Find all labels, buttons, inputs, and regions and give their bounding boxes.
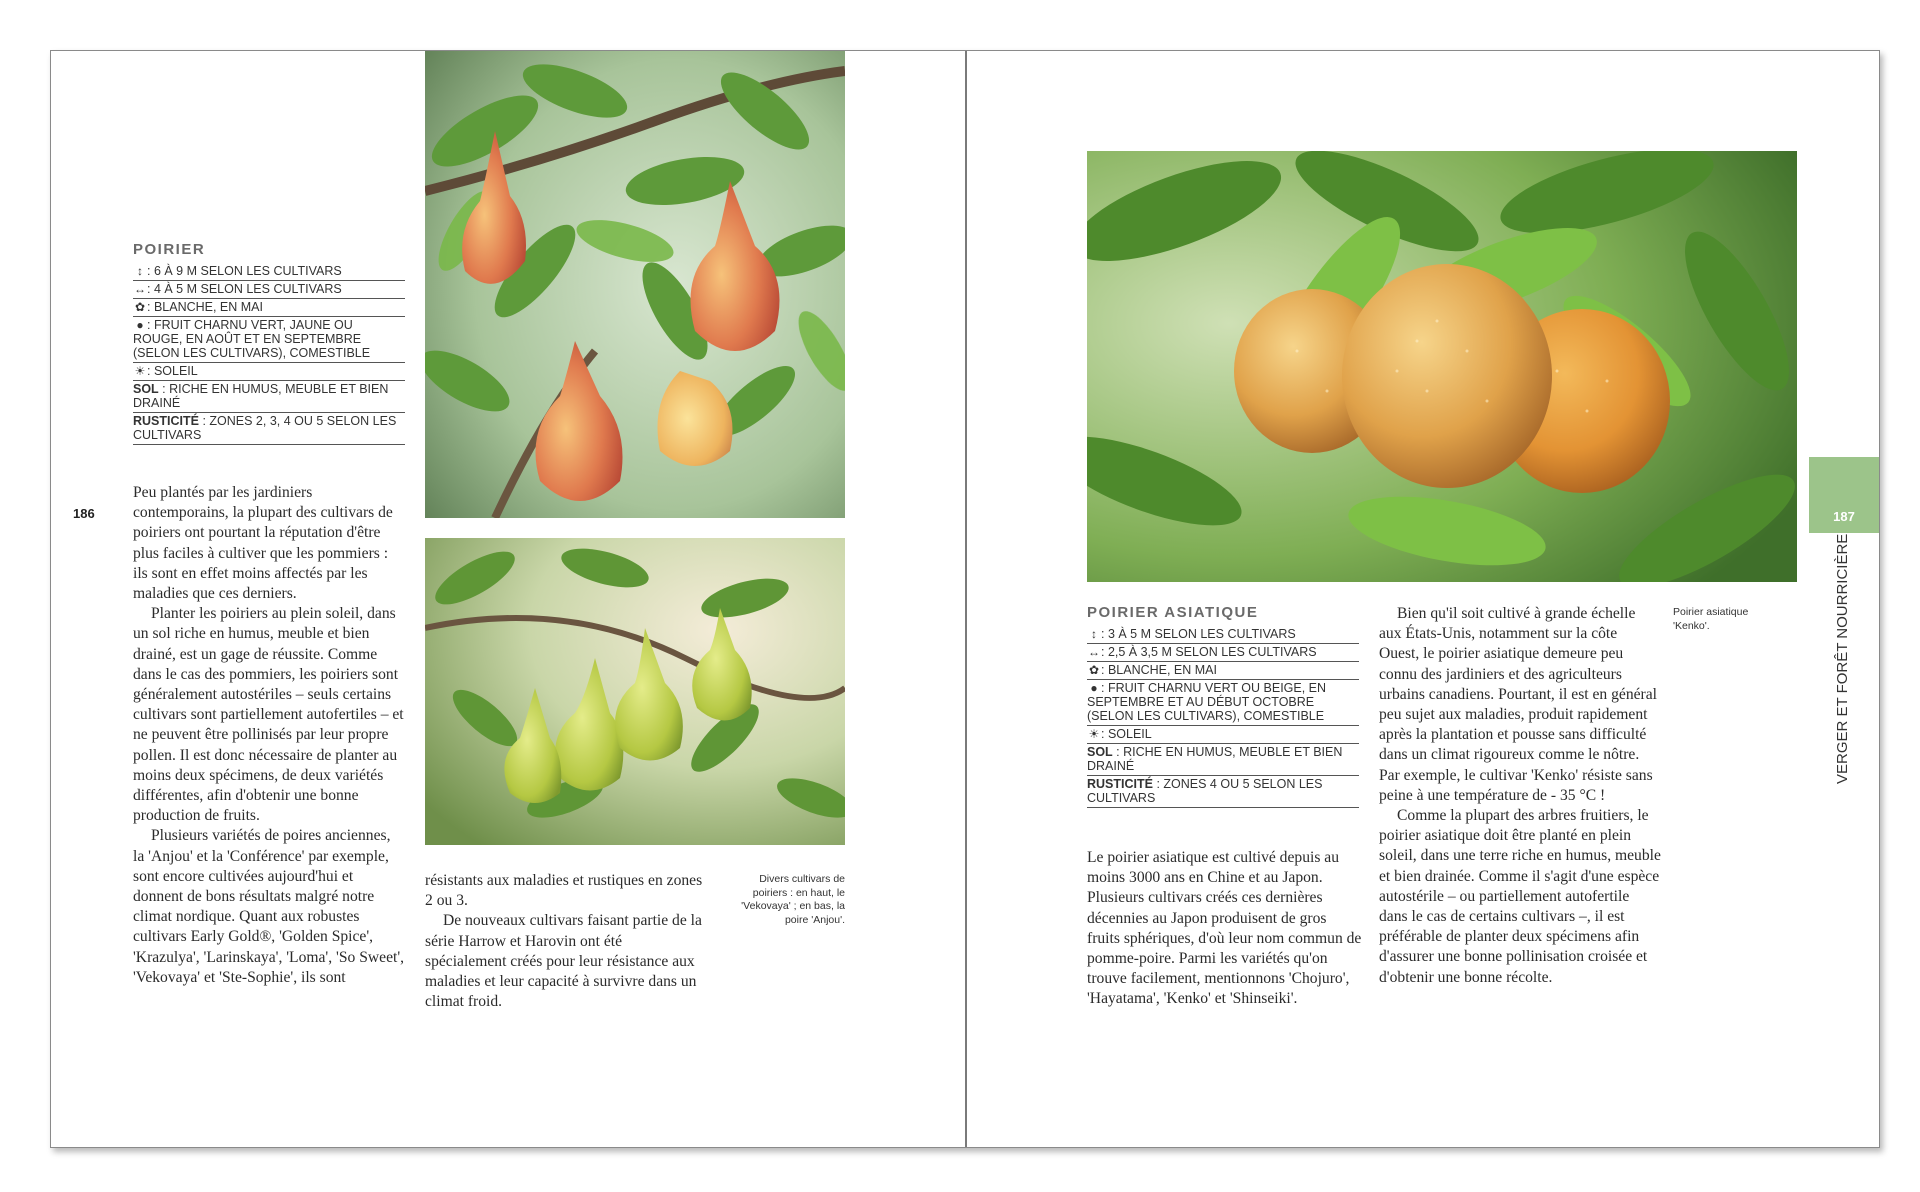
spec-text: : ZONES 4 OU 5 SELON LES CULTIVARS — [1087, 777, 1323, 805]
page-number-right: 187 — [1833, 509, 1855, 524]
fruit-icon: ● — [136, 318, 144, 332]
body-column-right-1 — [1087, 848, 1362, 1010]
spec-row — [1087, 680, 1359, 726]
spec-text: : SOLEIL — [1101, 727, 1152, 741]
spec-row — [1087, 626, 1359, 644]
flower-icon: ✿ — [134, 300, 146, 314]
body-column-right-2 — [1379, 604, 1661, 988]
spec-label: SOL — [1087, 745, 1113, 759]
spec-text: : 6 À 9 M SELON LES CULTIVARS — [147, 264, 342, 278]
spec-row — [133, 263, 405, 281]
sun-icon: ☀ — [1088, 727, 1100, 741]
spec-label: SOL — [133, 382, 159, 396]
spec-label: RUSTICITÉ — [1087, 777, 1153, 791]
paragraph: Plusieurs variétés de poires anciennes, la 'Anjou' et la 'Conférence' par exemple, sont encore cultivées aujourd'hui et donnent de bons résultats malgré notre climat nordique. Quant aux robustes cultivars Early Gold®, 'Golden Spice', 'Krazulya', 'Larinskaya', 'Loma', 'So Sweet', 'Vekovaya' et 'Ste-Sophie', ils sont — [133, 827, 405, 986]
paragraph: Comme la plupart des arbres fruitiers, le poirier asiatique doit être planté en plein soleil, dans une terre riche en humus, meuble et bien drainée. Comme il s'agit d'une espèce autostérile – ou partiellement autofertile dans le cas de certains cultivars –, il est préférable de planter deux spécimens afin d'assurer une bonne pollinisation croisée et d'obtenir une bonne récolte. — [1379, 807, 1661, 986]
spec-row — [133, 381, 405, 413]
height-arrow-icon: ↕ — [1091, 627, 1097, 641]
body-column-left-1 — [133, 483, 405, 988]
photo-asian-pear-kenko — [1087, 151, 1797, 582]
paragraph: résistants aux maladies et rustiques en zones 2 ou 3. — [425, 872, 703, 910]
spec-row — [1087, 776, 1359, 808]
chapter-tab-number-bg — [1809, 501, 1879, 533]
spec-text: : SOLEIL — [147, 364, 198, 378]
spec-text: : 2,5 À 3,5 M SELON LES CULTIVARS — [1101, 645, 1317, 659]
fruit-icon: ● — [1090, 681, 1098, 695]
book-spread — [50, 50, 1880, 1148]
spec-row — [1087, 726, 1359, 744]
height-arrow-icon: ↕ — [137, 264, 143, 278]
paragraph: Peu plantés par les jardiniers contemporains, la plupart des cultivars de poiriers ont pourtant la réputation d'être plus faciles à cultiver que les pommiers : ils sont en effet moins affectés par les maladies que ces derniers. — [133, 484, 393, 603]
width-arrow-icon: ↔ — [134, 282, 146, 296]
spec-text: : RICHE EN HUMUS, MEUBLE ET BIEN DRAINÉ — [133, 382, 389, 410]
spec-row — [133, 413, 405, 445]
width-arrow-icon: ↔ — [1088, 645, 1100, 659]
spec-row — [133, 317, 405, 363]
spec-row — [1087, 662, 1359, 680]
spec-text: : FRUIT CHARNU VERT OU BEIGE, EN SEPTEMBRE ET AU DÉBUT OCTOBRE (SELON LES CULTIVARS), COMESTIBLE — [1087, 681, 1327, 723]
caption-right: Poirier asiatique 'Kenko'. — [1673, 606, 1749, 632]
photo-pear-anjou — [425, 538, 845, 845]
spec-text: : 4 À 5 M SELON LES CULTIVARS — [147, 282, 342, 296]
photo-pear-vekovaya — [425, 51, 845, 518]
chapter-label-vertical: VERGER ET FORÊT NOURRICIÈRE — [1834, 533, 1851, 784]
paragraph: Bien qu'il soit cultivé à grande échelle aux États-Unis, notamment sur la côte Ouest, le poirier asiatique demeure peu connu des jardiniers et des agriculteurs urbains canadiens. Pourtant, il est en général peu sujet aux maladies, produit rapidement après la plantation et pousse sans difficulté dans un climat rigoureux comme le nôtre. Par exemple, le cultivar 'Kenko' résiste sans peine à une température de - 35 °C ! — [1379, 605, 1657, 804]
caption-left: Divers cultivars de poiriers : en haut, le 'Vekovaya' ; en bas, la poire 'Anjou'. — [741, 873, 845, 926]
body-column-left-2 — [425, 871, 705, 1012]
page-gutter — [965, 51, 967, 1147]
paragraph: Le poirier asiatique est cultivé depuis au moins 3000 ans en Chine et au Japon. Plusieurs cultivars créés ces dernières décennies au Japon produisent de gros fruits sphériques, d'où leur nom commun de pomme-poire. Parmi les variétés qu'on trouve facilement, mentionnons 'Chojuro', 'Hayatama', 'Kenko' et 'Shinseiki'. — [1087, 849, 1362, 1008]
spec-row — [1087, 644, 1359, 662]
section-title-poirier: POIRIER — [133, 241, 206, 258]
page-number-left: 186 — [73, 506, 95, 521]
spec-row — [133, 363, 405, 381]
spec-text: : RICHE EN HUMUS, MEUBLE ET BIEN DRAINÉ — [1087, 745, 1343, 773]
spec-row — [133, 299, 405, 317]
spec-text: : BLANCHE, EN MAI — [1101, 663, 1217, 677]
paragraph: Planter les poiriers au plein soleil, dans un sol riche en humus, meuble et bien drainé, est un gage de réussite. Comme dans le cas des pommiers, les poiriers sont généralement autostériles – seuls certains cultivars sont partiellement autofertiles – et ne peuvent être pollinisés par leur propre pollen. Il est donc nécessaire de planter au moins deux spécimens, de deux variétés différentes, afin d'obtenir une bonne production de fruits. — [133, 605, 404, 825]
spec-row — [133, 281, 405, 299]
section-title-poirier-asiatique: POIRIER ASIATIQUE — [1087, 604, 1259, 621]
sun-icon: ☀ — [134, 364, 146, 378]
chapter-tab — [1809, 457, 1879, 501]
spec-text: : FRUIT CHARNU VERT, JAUNE OU ROUGE, EN AOÛT ET EN SEPTEMBRE (SELON LES CULTIVARS), COMESTIBLE — [133, 318, 371, 360]
spec-list-poirier-asiatique — [1087, 626, 1359, 808]
spec-text: : ZONES 2, 3, 4 OU 5 SELON LES CULTIVARS — [133, 414, 397, 442]
spec-list-poirier — [133, 263, 405, 445]
spec-text: : 3 À 5 M SELON LES CULTIVARS — [1101, 627, 1296, 641]
spec-row — [1087, 744, 1359, 776]
spec-label: RUSTICITÉ — [133, 414, 199, 428]
flower-icon: ✿ — [1088, 663, 1100, 677]
paragraph: De nouveaux cultivars faisant partie de la série Harrow et Harovin ont été spécialement créés pour leur résistance aux maladies et leur capacité à survivre dans un climat froid. — [425, 912, 702, 1011]
spec-text: : BLANCHE, EN MAI — [147, 300, 263, 314]
